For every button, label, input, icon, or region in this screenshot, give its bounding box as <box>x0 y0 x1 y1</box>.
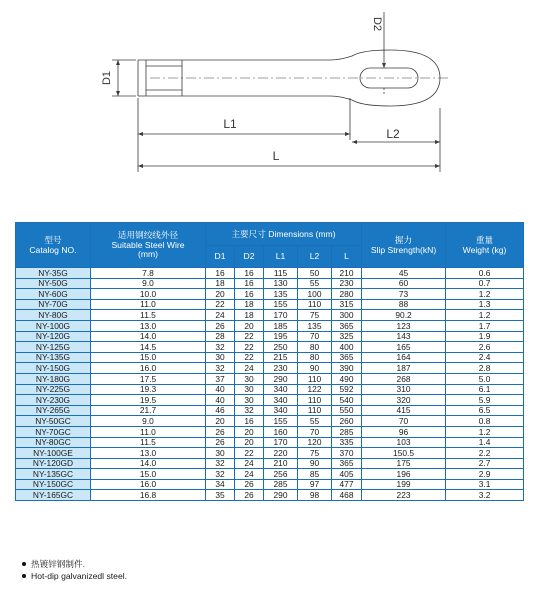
cell-l: 550 <box>332 405 362 416</box>
cell-wire-diameter: 16.8 <box>91 490 206 501</box>
header-wire-unit: (mm) <box>137 249 159 260</box>
cell-weight: 6.1 <box>446 384 524 395</box>
cell-l2: 90 <box>298 363 332 374</box>
cell-weight: 2.2 <box>446 448 524 459</box>
cell-l1: 210 <box>264 458 298 469</box>
cell-weight: 2.7 <box>446 458 524 469</box>
cell-slip-strength: 70 <box>362 416 446 427</box>
cell-slip-strength: 60 <box>362 278 446 289</box>
header-dimensions <box>206 223 362 246</box>
bullet-icon <box>22 562 26 566</box>
cell-l1: 290 <box>264 373 298 384</box>
cell-d2: 22 <box>235 342 264 353</box>
table-row <box>16 320 524 331</box>
table-row <box>16 490 524 501</box>
cell-d2: 26 <box>235 490 264 501</box>
cell-d1: 32 <box>206 469 235 480</box>
cell-l2: 135 <box>298 320 332 331</box>
label-d1: D1 <box>101 70 113 86</box>
cell-slip-strength: 123 <box>362 320 446 331</box>
cell-catalog: NY-125G <box>16 342 91 353</box>
cell-l2: 75 <box>298 310 332 321</box>
cell-catalog: NY-50GC <box>16 416 91 427</box>
header-wire-cn: 适用钢绞线外径 <box>117 230 179 241</box>
table-row <box>16 299 524 310</box>
cell-l1: 130 <box>264 278 298 289</box>
cell-l1: 155 <box>264 299 298 310</box>
cell-d1: 30 <box>206 448 235 459</box>
cell-l1: 215 <box>264 352 298 363</box>
cell-slip-strength: 96 <box>362 426 446 437</box>
cell-l: 540 <box>332 395 362 406</box>
header-catalog-cn: 型号 <box>44 234 62 245</box>
cell-d2: 30 <box>235 384 264 395</box>
cell-l: 468 <box>332 490 362 501</box>
cell-l1: 256 <box>264 469 298 480</box>
cell-wire-diameter: 9.0 <box>91 278 206 289</box>
cell-catalog: NY-100G <box>16 320 91 331</box>
cell-l2: 110 <box>298 299 332 310</box>
cell-catalog: NY-70GC <box>16 426 91 437</box>
note-cn-text: 热镀锌钢制件. <box>31 559 85 569</box>
cell-catalog: NY-60G <box>16 289 91 300</box>
cell-wire-diameter: 19.5 <box>91 395 206 406</box>
cell-d1: 32 <box>206 342 235 353</box>
header-dims-cn: 主要尺寸 <box>231 228 266 239</box>
cell-d2: 22 <box>235 352 264 363</box>
cell-wire-diameter: 14.0 <box>91 331 206 342</box>
cell-l: 280 <box>332 289 362 300</box>
table-row <box>16 426 524 437</box>
cell-slip-strength: 103 <box>362 437 446 448</box>
cell-wire-diameter: 19.3 <box>91 384 206 395</box>
table-row <box>16 405 524 416</box>
cell-wire-diameter: 14.0 <box>91 458 206 469</box>
cell-d1: 28 <box>206 331 235 342</box>
cell-catalog: NY-180G <box>16 373 91 384</box>
cell-d2: 24 <box>235 469 264 480</box>
cell-d1: 24 <box>206 310 235 321</box>
cell-catalog: NY-265G <box>16 405 91 416</box>
cell-l: 260 <box>332 416 362 427</box>
cell-l: 230 <box>332 278 362 289</box>
cell-weight: 1.2 <box>446 310 524 321</box>
cell-l2: 110 <box>298 373 332 384</box>
table-row <box>16 437 524 448</box>
header-weight-en: Weight (kg) <box>462 244 507 255</box>
cell-d2: 24 <box>235 363 264 374</box>
cell-d2: 16 <box>235 416 264 427</box>
cell-d2: 30 <box>235 395 264 406</box>
cell-weight: 2.8 <box>446 363 524 374</box>
cell-catalog: NY-120GD <box>16 458 91 469</box>
cell-wire-diameter: 17.5 <box>91 373 206 384</box>
cell-d2: 16 <box>235 278 264 289</box>
cell-d2: 32 <box>235 405 264 416</box>
table-row <box>16 448 524 459</box>
bullet-icon <box>22 574 26 578</box>
table-row <box>16 479 524 490</box>
header-wire <box>91 223 206 268</box>
cell-slip-strength: 187 <box>362 363 446 374</box>
technical-drawing <box>0 0 537 215</box>
cell-catalog: NY-225G <box>16 384 91 395</box>
header-catalog <box>16 223 91 268</box>
header-dims-en: Dimensions (mm) <box>268 228 336 239</box>
cell-l2: 100 <box>298 289 332 300</box>
cell-weight: 0.7 <box>446 278 524 289</box>
spec-table-body <box>16 268 524 501</box>
cell-d2: 22 <box>235 448 264 459</box>
header-d1: D1 <box>206 246 235 268</box>
cell-d2: 20 <box>235 320 264 331</box>
table-row <box>16 289 524 300</box>
cell-wire-diameter: 10.0 <box>91 289 206 300</box>
cell-d1: 20 <box>206 289 235 300</box>
cell-l2: 80 <box>298 352 332 363</box>
cell-l2: 110 <box>298 405 332 416</box>
cell-l2: 122 <box>298 384 332 395</box>
cell-d1: 26 <box>206 426 235 437</box>
label-l2: L2 <box>386 127 400 141</box>
cell-slip-strength: 90.2 <box>362 310 446 321</box>
cell-l2: 98 <box>298 490 332 501</box>
cell-slip-strength: 199 <box>362 479 446 490</box>
cell-wire-diameter: 13.0 <box>91 320 206 331</box>
cell-d1: 18 <box>206 278 235 289</box>
cell-slip-strength: 73 <box>362 289 446 300</box>
cell-d1: 20 <box>206 416 235 427</box>
cell-l: 210 <box>332 268 362 279</box>
cell-slip-strength: 320 <box>362 395 446 406</box>
cell-catalog: NY-80GC <box>16 437 91 448</box>
header-slip-cn: 握力 <box>394 234 413 245</box>
label-l1: L1 <box>223 117 237 131</box>
table-row <box>16 416 524 427</box>
cell-d1: 40 <box>206 384 235 395</box>
cell-catalog: NY-50G <box>16 278 91 289</box>
header-wire-en: Suitable Steel Wire <box>111 239 185 250</box>
table-row <box>16 278 524 289</box>
label-d2: D2 <box>371 16 383 32</box>
cell-weight: 6.5 <box>446 405 524 416</box>
cell-l2: 90 <box>298 458 332 469</box>
cell-wire-diameter: 16.0 <box>91 363 206 374</box>
cell-catalog: NY-135GC <box>16 469 91 480</box>
cell-l: 477 <box>332 479 362 490</box>
cell-d1: 32 <box>206 458 235 469</box>
cell-l: 315 <box>332 299 362 310</box>
label-l: L <box>272 149 280 163</box>
cell-l: 285 <box>332 426 362 437</box>
cell-slip-strength: 143 <box>362 331 446 342</box>
cell-l2: 75 <box>298 448 332 459</box>
note-cn <box>22 558 127 570</box>
table-row <box>16 310 524 321</box>
header-weight <box>446 223 524 268</box>
cell-catalog: NY-35G <box>16 268 91 279</box>
cell-wire-diameter: 11.5 <box>91 310 206 321</box>
cell-d1: 37 <box>206 373 235 384</box>
cell-l1: 340 <box>264 405 298 416</box>
cell-l2: 70 <box>298 426 332 437</box>
cell-d1: 40 <box>206 395 235 406</box>
cell-wire-diameter: 7.8 <box>91 268 206 279</box>
cell-l1: 220 <box>264 448 298 459</box>
cell-d1: 32 <box>206 363 235 374</box>
header-slip-en: Slip Strength(kN) <box>370 244 437 255</box>
cell-d1: 26 <box>206 437 235 448</box>
cell-d1: 16 <box>206 268 235 279</box>
cell-catalog: NY-165GC <box>16 490 91 501</box>
table-row <box>16 331 524 342</box>
cell-wire-diameter: 11.0 <box>91 299 206 310</box>
table-row <box>16 363 524 374</box>
cell-d2: 18 <box>235 310 264 321</box>
cell-wire-diameter: 14.5 <box>91 342 206 353</box>
cell-wire-diameter: 15.0 <box>91 469 206 480</box>
cell-l2: 70 <box>298 331 332 342</box>
cell-l: 365 <box>332 320 362 331</box>
cell-l1: 340 <box>264 384 298 395</box>
table-row <box>16 352 524 363</box>
cell-weight: 1.2 <box>446 289 524 300</box>
cell-weight: 2.6 <box>446 342 524 353</box>
cell-l: 405 <box>332 469 362 480</box>
cell-catalog: NY-150G <box>16 363 91 374</box>
cell-d1: 46 <box>206 405 235 416</box>
cell-l: 370 <box>332 448 362 459</box>
table-row <box>16 268 524 279</box>
cell-l1: 340 <box>264 395 298 406</box>
cell-l1: 135 <box>264 289 298 300</box>
cell-slip-strength: 268 <box>362 373 446 384</box>
cell-wire-diameter: 16.0 <box>91 479 206 490</box>
cell-weight: 3.1 <box>446 479 524 490</box>
cell-slip-strength: 88 <box>362 299 446 310</box>
notes <box>22 558 127 582</box>
table-row <box>16 469 524 480</box>
cell-d2: 20 <box>235 437 264 448</box>
cell-wire-diameter: 9.0 <box>91 416 206 427</box>
table-row <box>16 342 524 353</box>
cell-d2: 30 <box>235 373 264 384</box>
cell-catalog: NY-150GC <box>16 479 91 490</box>
cell-weight: 1.7 <box>446 320 524 331</box>
cell-l1: 170 <box>264 310 298 321</box>
cell-l2: 110 <box>298 395 332 406</box>
cell-l1: 155 <box>264 416 298 427</box>
table-row <box>16 384 524 395</box>
cell-d1: 26 <box>206 320 235 331</box>
header-d2: D2 <box>235 246 264 268</box>
cell-wire-diameter: 11.0 <box>91 426 206 437</box>
cell-slip-strength: 223 <box>362 490 446 501</box>
note-en <box>22 570 127 582</box>
cell-weight: 2.9 <box>446 469 524 480</box>
cell-weight: 0.6 <box>446 268 524 279</box>
header-l: L <box>332 246 362 268</box>
cell-l1: 170 <box>264 437 298 448</box>
cell-slip-strength: 165 <box>362 342 446 353</box>
cell-d1: 30 <box>206 352 235 363</box>
cell-l: 592 <box>332 384 362 395</box>
spec-table <box>15 222 524 501</box>
cell-wire-diameter: 13.0 <box>91 448 206 459</box>
cell-slip-strength: 415 <box>362 405 446 416</box>
cell-d2: 18 <box>235 299 264 310</box>
header-catalog-en: Catalog NO. <box>29 244 77 255</box>
header-l2: L2 <box>298 246 332 268</box>
cell-catalog: NY-80G <box>16 310 91 321</box>
cell-d2: 24 <box>235 458 264 469</box>
header-slip <box>362 223 446 268</box>
cell-l1: 185 <box>264 320 298 331</box>
cell-l1: 230 <box>264 363 298 374</box>
cell-l: 365 <box>332 352 362 363</box>
cell-d2: 16 <box>235 289 264 300</box>
cell-catalog: NY-70G <box>16 299 91 310</box>
cell-slip-strength: 164 <box>362 352 446 363</box>
cell-d1: 35 <box>206 490 235 501</box>
cell-weight: 5.0 <box>446 373 524 384</box>
cell-l1: 195 <box>264 331 298 342</box>
cell-slip-strength: 175 <box>362 458 446 469</box>
cell-l2: 55 <box>298 416 332 427</box>
header-weight-cn: 重量 <box>475 234 494 245</box>
cell-l2: 120 <box>298 437 332 448</box>
cell-l2: 80 <box>298 342 332 353</box>
cell-weight: 2.4 <box>446 352 524 363</box>
header-l1: L1 <box>264 246 298 268</box>
cell-catalog: NY-230G <box>16 395 91 406</box>
cell-slip-strength: 45 <box>362 268 446 279</box>
cell-weight: 1.3 <box>446 299 524 310</box>
table-row <box>16 373 524 384</box>
cell-weight: 1.2 <box>446 426 524 437</box>
cell-l2: 85 <box>298 469 332 480</box>
cell-l: 325 <box>332 331 362 342</box>
cell-weight: 0.8 <box>446 416 524 427</box>
cell-slip-strength: 310 <box>362 384 446 395</box>
cell-d2: 22 <box>235 331 264 342</box>
cell-l2: 50 <box>298 268 332 279</box>
cell-weight: 1.9 <box>446 331 524 342</box>
cell-l1: 250 <box>264 342 298 353</box>
cell-catalog: NY-100GE <box>16 448 91 459</box>
cell-catalog: NY-120G <box>16 331 91 342</box>
cell-d1: 22 <box>206 299 235 310</box>
cell-wire-diameter: 11.5 <box>91 437 206 448</box>
table-row <box>16 395 524 406</box>
table-row <box>16 458 524 469</box>
cell-weight: 5.9 <box>446 395 524 406</box>
cell-l: 490 <box>332 373 362 384</box>
cell-d1: 34 <box>206 479 235 490</box>
cell-l1: 285 <box>264 479 298 490</box>
cell-d2: 26 <box>235 479 264 490</box>
cell-l: 365 <box>332 458 362 469</box>
cell-l2: 97 <box>298 479 332 490</box>
note-en-text: Hot-dip galvanizedl steel. <box>31 571 128 581</box>
cell-d2: 20 <box>235 426 264 437</box>
cell-weight: 3.2 <box>446 490 524 501</box>
cell-l2: 55 <box>298 278 332 289</box>
cell-slip-strength: 150.5 <box>362 448 446 459</box>
cell-weight: 1.4 <box>446 437 524 448</box>
cell-wire-diameter: 15.0 <box>91 352 206 363</box>
cell-l: 400 <box>332 342 362 353</box>
cell-l1: 290 <box>264 490 298 501</box>
cell-d2: 16 <box>235 268 264 279</box>
cell-l: 390 <box>332 363 362 374</box>
cell-catalog: NY-135G <box>16 352 91 363</box>
cell-l1: 160 <box>264 426 298 437</box>
cell-l: 335 <box>332 437 362 448</box>
cell-wire-diameter: 21.7 <box>91 405 206 416</box>
cell-l1: 115 <box>264 268 298 279</box>
cell-l: 300 <box>332 310 362 321</box>
cell-slip-strength: 196 <box>362 469 446 480</box>
